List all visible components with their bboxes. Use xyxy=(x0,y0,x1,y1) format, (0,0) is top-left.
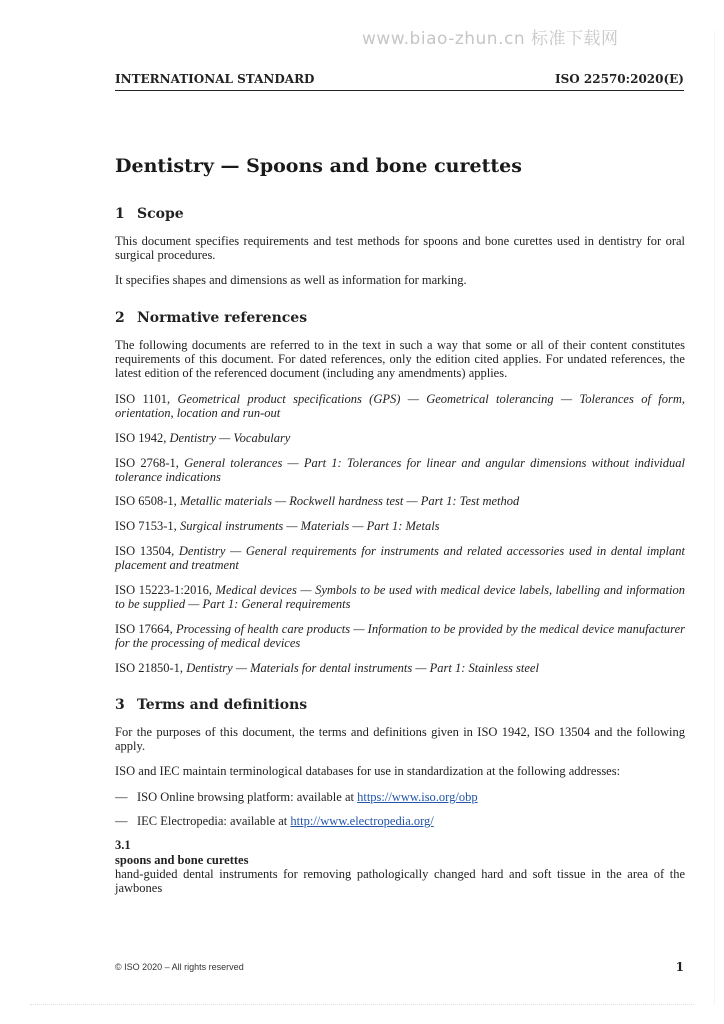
section-number: 1 xyxy=(115,206,125,222)
paragraph: ISO and IEC maintain terminological databases for use in standardization at the following addresses: xyxy=(115,764,621,778)
page-edge-divider xyxy=(714,30,715,1005)
term-number: 3.1 xyxy=(115,838,131,852)
section-title: Terms and definitions xyxy=(137,697,308,713)
electropedia-link[interactable]: http://www.electropedia.org/ xyxy=(290,814,434,828)
page-header xyxy=(115,70,684,91)
reference-item xyxy=(115,392,685,420)
reference-code: ISO 6508-1, xyxy=(115,494,177,508)
dash-bullet: — xyxy=(115,790,128,804)
reference-code: ISO 17664, xyxy=(115,622,173,636)
paragraph: For the purposes of this document, the terms and definitions given in ISO 1942, ISO 13504 and the following apply. xyxy=(115,725,685,753)
reference-code: ISO 2768-1, xyxy=(115,456,179,470)
section-1-heading xyxy=(115,206,184,222)
reference-code: ISO 21850-1, xyxy=(115,661,184,675)
paragraph: The following documents are referred to in the text in such a way that some or all of their content constitutes requirements of this document. For dated references, only the edition cited applies. For undated references, the latest edition of the referenced document (including any amendments) applies. xyxy=(115,338,685,380)
reference-item xyxy=(115,494,685,508)
reference-code: ISO 7153-1, xyxy=(115,519,177,533)
section-title: Scope xyxy=(137,206,184,222)
section-number: 2 xyxy=(115,310,125,326)
iso-obp-link[interactable]: https://www.iso.org/obp xyxy=(357,790,478,804)
reference-item xyxy=(115,519,685,533)
reference-code: ISO 1942, xyxy=(115,431,167,445)
reference-code: ISO 1101, xyxy=(115,392,171,406)
section-title: Normative references xyxy=(137,310,308,326)
reference-title: Dentistry — General requirements for instruments and related accessories used in dental implant placement and treatment xyxy=(115,544,685,572)
reference-code: ISO 13504, xyxy=(115,544,175,558)
reference-item xyxy=(115,583,685,611)
term-name: spoons and bone curettes xyxy=(115,853,249,867)
reference-title: Surgical instruments — Materials — Part 1: Metals xyxy=(179,519,440,533)
dash-bullet: — xyxy=(115,814,128,828)
page-number: 1 xyxy=(675,960,684,974)
reference-title: Processing of health care products — Information to be provided by the medical device manufacturer for the processing of medical devices xyxy=(115,622,685,650)
section-3-heading xyxy=(115,697,307,713)
reference-item xyxy=(115,661,685,675)
reference-item xyxy=(115,544,685,572)
reference-item xyxy=(115,431,685,445)
page-edge-divider xyxy=(30,1004,694,1005)
list-item-text: ISO Online browsing platform: available at xyxy=(137,790,358,804)
reference-title: General tolerances — Part 1: Tolerances for linear and angular dimensions without individual tolerance indications xyxy=(115,456,685,484)
header-standard-number: ISO 22570:2020(E) xyxy=(555,72,684,86)
reference-title: Medical devices — Symbols to be used with medical device labels, labelling and information to be supplied — Part 1: General requirements xyxy=(115,583,685,611)
reference-title: Dentistry — Materials for dental instruments — Part 1: Stainless steel xyxy=(186,661,539,675)
reference-code: ISO 15223-1:2016, xyxy=(115,583,212,597)
paragraph: This document specifies requirements and test methods for spoons and bone curettes used in dentistry for oral surgical procedures. xyxy=(115,234,685,262)
reference-item xyxy=(115,622,685,650)
document-title: Dentistry — Spoons and bone curettes xyxy=(115,155,522,177)
section-number: 3 xyxy=(115,697,125,713)
watermark: www.biao-zhun.cn 标准下载网 xyxy=(362,29,619,49)
list-item xyxy=(115,814,685,828)
reference-title: Metallic materials — Rockwell hardness test — Part 1: Test method xyxy=(179,494,520,508)
list-item-text: IEC Electropedia: available at xyxy=(137,814,291,828)
reference-title: Geometrical product specifications (GPS) — Geometrical tolerancing — Tolerances of form, orientation, location and run-out xyxy=(115,392,685,420)
reference-title: Dentistry — Vocabulary xyxy=(169,431,291,445)
header-standard-type: INTERNATIONAL STANDARD xyxy=(115,72,315,86)
section-2-heading xyxy=(115,310,307,326)
reference-item xyxy=(115,456,685,484)
copyright-notice: © ISO 2020 – All rights reserved xyxy=(115,962,244,972)
term-definition: hand-guided dental instruments for removing pathologically changed hard and soft tissue in the area of the jawbones xyxy=(115,867,685,895)
list-item xyxy=(115,790,685,804)
paragraph: It specifies shapes and dimensions as well as information for marking. xyxy=(115,273,467,287)
